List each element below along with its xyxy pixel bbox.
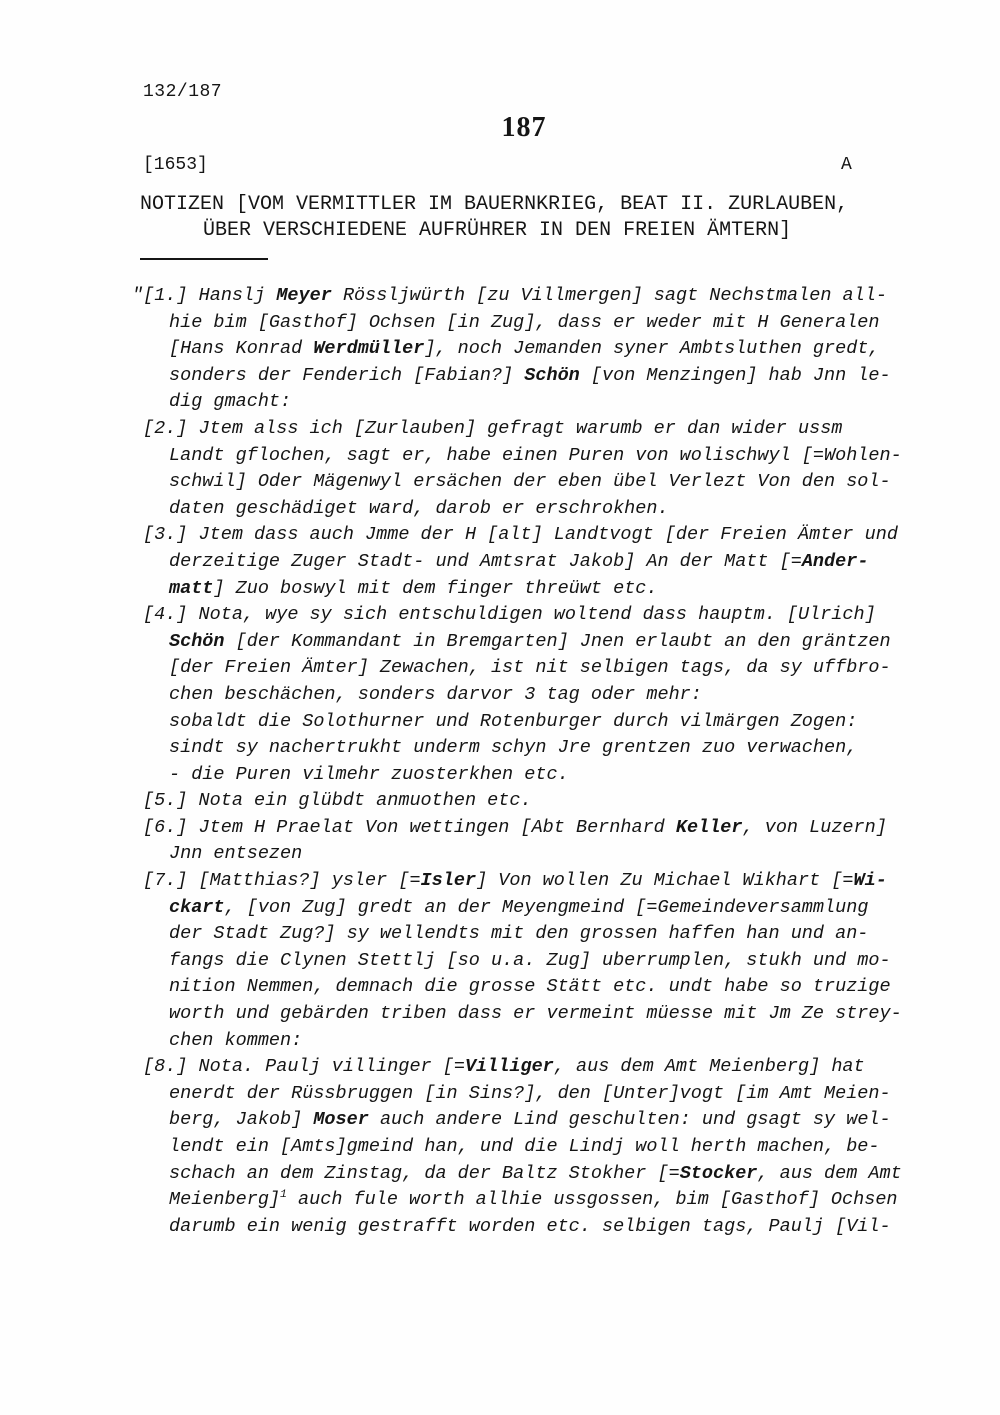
text-segment: darumb ein wenig gestrafft worden etc. selbigen tags, Paulj [Vil- bbox=[169, 1215, 891, 1237]
text-segment: - die Puren vilmehr zuosterkhen etc. bbox=[169, 763, 569, 785]
text-segment: sindt sy nachertrukht underm schyn Jre grentzen zuo verwachen, bbox=[169, 737, 858, 759]
text-segment: [7.] [Matthias?] ysler [= bbox=[143, 870, 421, 892]
text-line bbox=[143, 336, 963, 363]
text-segment: [der Freien Ämter] Zewachen, ist nit selbigen tags, da sy uffbro- bbox=[169, 657, 891, 679]
text-line bbox=[143, 921, 963, 948]
text-line bbox=[143, 682, 963, 709]
text-line bbox=[143, 1161, 963, 1188]
text-segment: berg, Jakob] bbox=[169, 1109, 314, 1131]
folio-number: 132/187 bbox=[143, 82, 223, 102]
bold-name-segment: Wi- bbox=[853, 870, 887, 892]
text-segment: sobaldt die Solothurner und Rotenburger durch vilmärgen Zogen: bbox=[169, 710, 858, 732]
text-line bbox=[143, 1134, 963, 1161]
bold-name-segment: Villiger bbox=[464, 1056, 554, 1078]
text-line bbox=[143, 1001, 963, 1028]
text-segment: [Hans Konrad bbox=[169, 338, 314, 360]
text-line bbox=[143, 788, 963, 815]
text-line bbox=[143, 389, 963, 416]
column-letter: A bbox=[841, 155, 852, 175]
text-segment: Jnn entsezen bbox=[169, 843, 303, 865]
text-line bbox=[143, 1214, 963, 1241]
text-line bbox=[143, 948, 963, 975]
bold-name-segment: Ander- bbox=[801, 550, 869, 572]
bold-name-segment: Keller bbox=[675, 816, 743, 838]
text-segment: Meienberg] bbox=[169, 1189, 281, 1211]
text-segment: enerdt der Rüssbruggen [in Sins?], den [Unter]vogt [im Amt Meien- bbox=[169, 1082, 891, 1104]
text-line bbox=[143, 868, 963, 895]
text-segment: [2.] Jtem alss ich [Zurlauben] gefragt warumb er dan wider ussm bbox=[143, 417, 843, 439]
text-segment: [6.] Jtem H Praelat Von wettingen [Abt Bernhard bbox=[143, 816, 676, 838]
bold-name-segment: Werdmüller bbox=[313, 338, 425, 360]
text-segment: "[1.] Hanslj bbox=[132, 285, 277, 306]
text-segment: ] Von wollen Zu Michael Wikhart [= bbox=[476, 870, 854, 892]
text-segment: chen kommen: bbox=[169, 1029, 303, 1051]
text-line bbox=[143, 416, 963, 443]
text-segment: , aus dem Amt bbox=[757, 1162, 902, 1184]
text-line bbox=[143, 709, 963, 736]
text-segment: dig gmacht: bbox=[169, 391, 292, 413]
text-line bbox=[143, 443, 963, 470]
text-line bbox=[143, 629, 963, 656]
text-segment: , von Luzern] bbox=[742, 816, 887, 838]
text-line bbox=[143, 363, 963, 390]
text-segment: chen beschächen, sonders darvor 3 tag oder mehr: bbox=[169, 683, 702, 705]
text-line bbox=[143, 496, 963, 523]
bold-name-segment: Schön bbox=[524, 364, 580, 386]
text-segment: schwil] Oder Mägenwyl ersächen der eben übel Verlezt Von den sol- bbox=[169, 471, 891, 493]
text-segment: 1 bbox=[280, 1188, 287, 1202]
text-segment: der Stadt Zug?] sy wellendts mit den grossen haffen han und an- bbox=[169, 923, 869, 945]
text-line bbox=[143, 735, 963, 762]
bold-name-segment: matt bbox=[169, 577, 214, 599]
text-line bbox=[143, 895, 963, 922]
bold-name-segment: ckart bbox=[169, 896, 225, 918]
text-segment: [der Kommandant in Bremgarten] Jnen erlaubt an den gräntzen bbox=[224, 630, 891, 652]
text-segment: , aus dem Amt Meienberg] hat bbox=[553, 1056, 865, 1078]
bold-name-segment: Moser bbox=[313, 1109, 369, 1131]
text-line bbox=[132, 283, 963, 310]
bold-name-segment: Schön bbox=[169, 630, 225, 652]
text-segment: [4.] Nota, wye sy sich entschuldigen woltend dass hauptm. [Ulrich] bbox=[143, 604, 876, 626]
bold-name-segment: Meyer bbox=[276, 285, 332, 306]
text-segment: Landt gflochen, sagt er, habe einen Puren von wolischwyl [=Wohlen- bbox=[169, 444, 902, 466]
text-line bbox=[143, 549, 963, 576]
text-segment: auch fule worth allhie ussgossen, bim [Gasthof] Ochsen bbox=[286, 1189, 898, 1211]
text-segment: derzeitige Zuger Stadt- und Amtsrat Jakob] An der Matt [= bbox=[169, 550, 802, 572]
text-line bbox=[143, 1107, 963, 1134]
text-line bbox=[143, 602, 963, 629]
document-title-line-1: NOTIZEN [VOM VERMITTLER IM BAUERNKRIEG, BEAT II. ZURLAUBEN, bbox=[140, 193, 849, 216]
text-segment: , [von Zug] gredt an der Meyengmeind [=Gemeindeversammlung bbox=[224, 896, 869, 918]
text-segment: ], noch Jemanden syner Ambtsluthen gredt, bbox=[424, 338, 880, 360]
text-segment: worth und gebärden triben dass er vermeint müesse mit Jm Ze strey- bbox=[169, 1003, 902, 1025]
text-line bbox=[143, 522, 963, 549]
text-line bbox=[143, 310, 963, 337]
text-segment: fangs die Clynen Stettlj [so u.a. Zug] uberrumplen, stukh und mo- bbox=[169, 949, 891, 971]
document-title-line-2: ÜBER VERSCHIEDENE AUFRÜHRER IN DEN FREIEN ÄMTERN] bbox=[203, 219, 792, 242]
text-line bbox=[143, 815, 963, 842]
text-line bbox=[143, 1081, 963, 1108]
date-label: [1653] bbox=[143, 155, 208, 175]
text-line bbox=[143, 576, 963, 603]
title-underline-rule bbox=[140, 258, 268, 260]
bold-name-segment: Stocker bbox=[679, 1162, 758, 1184]
document-title bbox=[140, 192, 848, 244]
text-line bbox=[143, 841, 963, 868]
text-segment: ] Zuo boswyl mit dem finger threüwt etc. bbox=[213, 577, 658, 599]
text-line bbox=[143, 1054, 963, 1081]
text-segment: nition Nemmen, demnach die grosse Stätt etc. undt habe so truzige bbox=[169, 976, 891, 998]
text-segment: [3.] Jtem dass auch Jmme der H [alt] Landtvogt [der Freien Ämter und bbox=[143, 524, 898, 546]
text-line bbox=[143, 655, 963, 682]
text-line bbox=[143, 974, 963, 1001]
text-segment: [von Menzingen] hab Jnn le- bbox=[579, 364, 891, 386]
text-segment: hie bim [Gasthof] Ochsen [in Zug], dass er weder mit H Generalen bbox=[169, 311, 880, 333]
text-segment: daten geschädiget ward, darob er erschrokhen. bbox=[169, 497, 669, 519]
text-segment: schach an dem Zinstag, da der Baltz Stokher [= bbox=[169, 1162, 680, 1184]
text-segment: [5.] Nota ein glübdt anmuothen etc. bbox=[143, 790, 532, 812]
page-number: 187 bbox=[501, 112, 547, 143]
text-line bbox=[143, 762, 963, 789]
text-line bbox=[143, 469, 963, 496]
text-segment: [8.] Nota. Paulj villinger [= bbox=[143, 1056, 465, 1078]
text-segment: sonders der Fenderich [Fabian?] bbox=[169, 364, 525, 386]
bold-name-segment: Isler bbox=[420, 870, 477, 892]
text-segment: Rössljwürth [zu Villmergen] sagt Nechstmalen all- bbox=[331, 285, 887, 306]
text-segment: auch andere Lind geschulten: und gsagt sy wel- bbox=[368, 1109, 891, 1131]
document-body bbox=[132, 283, 963, 1240]
text-line bbox=[143, 1187, 963, 1214]
text-segment: lendt ein [Amts]gmeind han, und die Lindj woll herth machen, be- bbox=[169, 1136, 880, 1157]
text-line bbox=[143, 1028, 963, 1055]
